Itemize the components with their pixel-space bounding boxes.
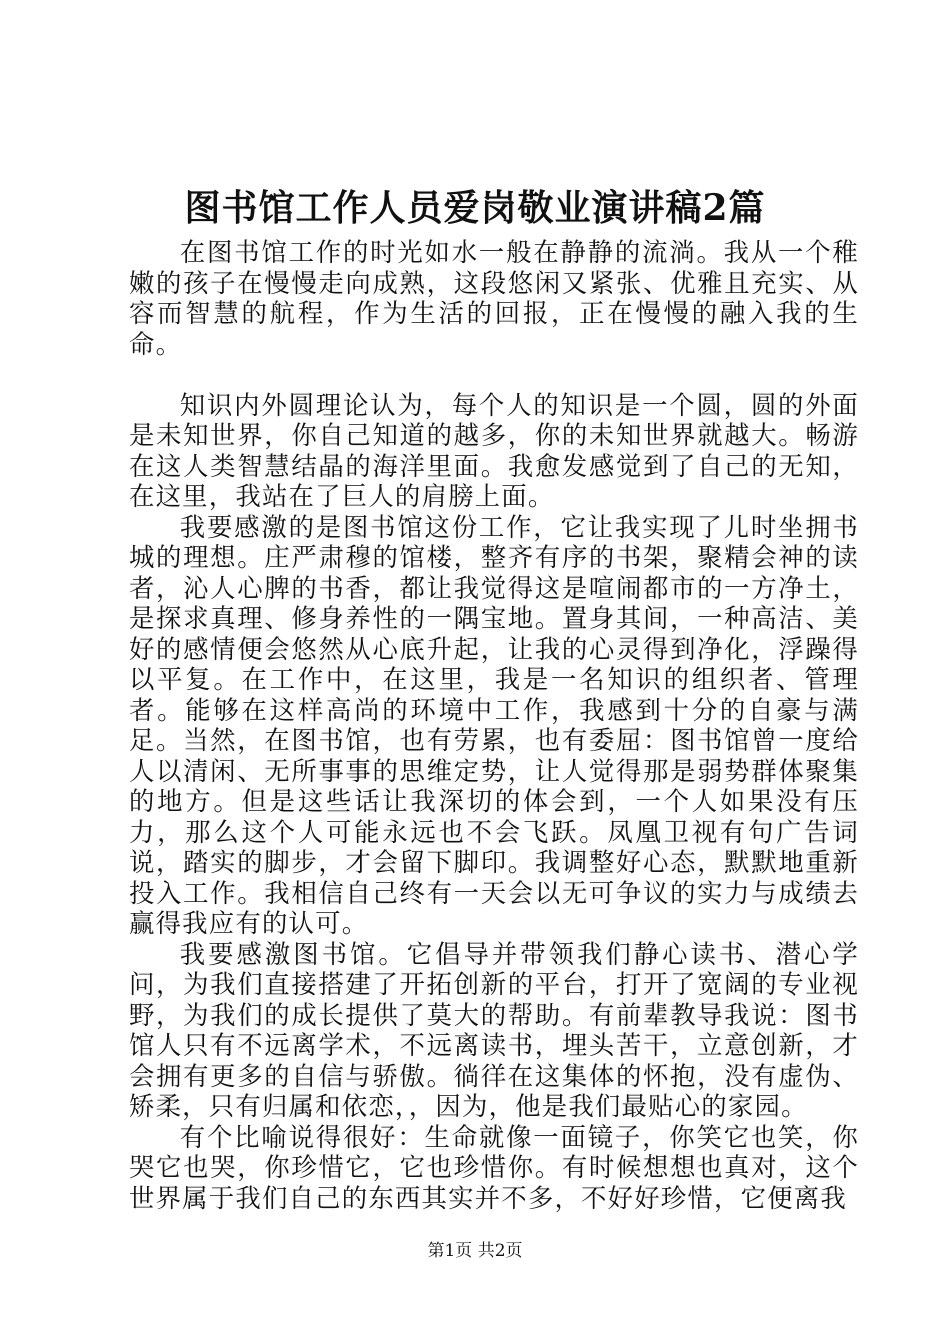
paragraph-gratitude-library: 我要感激图书馆。它倡导并带领我们静心读书、潜心学问，为我们直接搭建了开拓创新的平台，打开了宽阔的专业视野，为我们的成长提供了莫大的帮助。有前辈教导我说：图书馆人只有不远离学术，不远离读书，埋头苦干，立意创新，才会拥有更多的自信与骄傲。徜徉在这集体的怀抱，没有虚伪、矫柔，只有归属和依恋，，因为，他是我们最贴心的家园。 xyxy=(129,938,859,1121)
paragraph-mirror-metaphor: 有个比喻说得很好：生命就像一面镜子，你笑它也笑，你哭它也哭，你珍惜它，它也珍惜你。有时候想想也真对，这个世界属于我们自己的东西其实并不多，不好好珍惜，它便离我 xyxy=(129,1121,859,1213)
document-title: 图书馆工作人员爱岗敬业演讲稿2篇 xyxy=(184,187,766,229)
page-number-footer: 第1页 共2页 xyxy=(427,1241,523,1261)
paragraph-gratitude-work: 我要感激的是图书馆这份工作，它让我实现了儿时坐拥书城的理想。庄严肃穆的馆楼，整齐有序的书架，聚精会神的读者，沁人心脾的书香，都让我觉得这是喧闹都市的一方净土，是探求真理、修身养性的一隅宝地。置身其间，一种高洁、美好的感情便会悠然从心底升起，让我的心灵得到净化，浮躁得以平复。在工作中，在这里，我是一名知识的组织者、管理者。能够在这样高尚的环境中工作，我感到十分的自豪与满足。当然，在图书馆，也有劳累，也有委屈：图书馆曾一度给人以清闲、无所事事的思维定势，让人觉得那是弱势群体聚集的地方。但是这些话让我深切的体会到，一个人如果没有压力，那么这个人可能永远也不会飞跃。凤凰卫视有句广告词说，踏实的脚步，才会留下脚印。我调整好心态，默默地重新投入工作。我相信自己终有一天会以无可争议的实力与成绩去赢得我应有的认可。 xyxy=(129,511,859,938)
paragraph-knowledge-circle: 知识内外圆理论认为，每个人的知识是一个圆，圆的外面是未知世界，你自己知道的越多，你的未知世界就越大。畅游在这人类智慧结晶的海洋里面。我愈发感觉到了自己的无知，在这里，我站在了巨人的肩膀上面。 xyxy=(129,389,859,511)
paragraph-intro: 在图书馆工作的时光如水一般在静静的流淌。我从一个稚嫩的孩子在慢慢走向成熟，这段悠闲又紧张、优雅且充实、从容而智慧的航程，作为生活的回报，正在慢慢的融入我的生命。 xyxy=(129,237,859,359)
document-body xyxy=(129,237,859,1213)
